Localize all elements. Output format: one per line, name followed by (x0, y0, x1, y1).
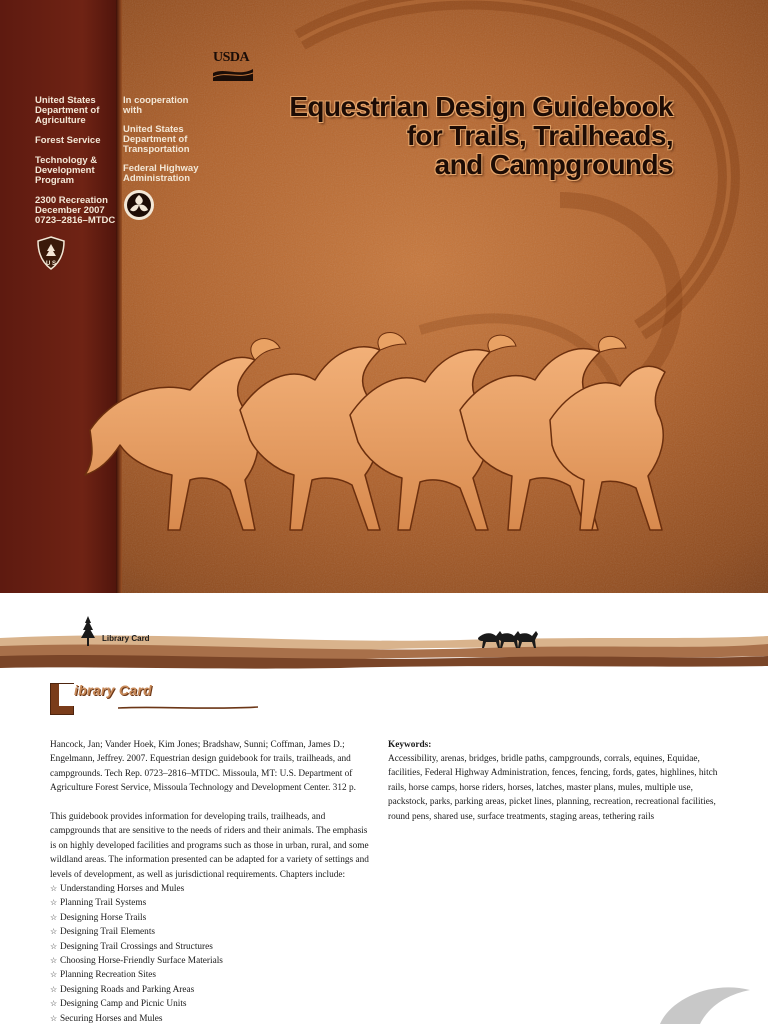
star-icon: ☆ (50, 970, 58, 980)
list-item (50, 968, 372, 982)
star-icon: ☆ (50, 898, 58, 908)
cover-title (289, 92, 673, 179)
agency-line: United States (35, 95, 96, 106)
forest-service-shield-icon (36, 236, 66, 270)
agency-line: Program (35, 175, 75, 186)
agency-line: Department of (35, 105, 100, 116)
coop-line: Department of (123, 134, 188, 145)
chapter-title: Securing Horses and Mules (60, 1013, 163, 1024)
chapter-title: Planning Trail Systems (60, 898, 147, 909)
chapter-title: Designing Trail Elements (60, 927, 156, 938)
library-card-logo-letter (50, 683, 74, 715)
star-icon: ☆ (50, 999, 58, 1009)
library-card-header (0, 610, 768, 670)
corner-swoosh-decoration (650, 980, 768, 1024)
chapter-title: Understanding Horses and Mules (60, 884, 185, 894)
tree-icon (80, 616, 96, 648)
coop-line: Administration (123, 173, 191, 184)
cooperation-info (123, 96, 223, 184)
agency-info (35, 96, 117, 226)
abstract-text: This guidebook provides information for developing trails, trailheads, and campgrounds that are sensitive to the needs of riders and their animals. The emphasis is on highly developed facilities and programs such as those in urban, rural, and some wildland areas. The information presented can be adapted for a variety of settings and levels of development, as well as jurisdictional requirements. Chapters include: (50, 812, 369, 880)
coop-line: Federal Highway (123, 163, 199, 174)
agency-line: 2300 Recreation (35, 195, 108, 206)
star-icon: ☆ (50, 912, 58, 922)
list-item (50, 954, 372, 968)
star-icon: ☆ (50, 984, 58, 994)
list-item (50, 882, 372, 896)
dot-triskelion-icon (122, 188, 156, 222)
agency-line: Agriculture (35, 115, 86, 126)
agency-line: 0723–2816–MTDC (35, 215, 116, 226)
chapter-title: Designing Camp and Picnic Units (60, 999, 187, 1010)
star-icon: ☆ (50, 1013, 58, 1023)
coop-line: Transportation (123, 144, 190, 155)
citation-text: Hancock, Jan; Vander Hoek, Kim Jones; Bradshaw, Sunni; Coffman, James D.; Engelmann, Jeffrey. 2007. Equestrian design guidebook for trails, trailheads, and campgrounds. Tech Rep. 0723–2816–MTDC. Missoula, MT: U.S. Department of Agriculture Forest Service, Missoula Technology and Development Center. 312 p. (50, 740, 356, 794)
usda-logo-icon (213, 51, 253, 81)
keywords-heading: Keywords: (388, 740, 432, 750)
title-line: for Trails, Trailheads, (406, 120, 673, 151)
title-line: Equestrian Design Guidebook (289, 91, 673, 122)
coop-line: In cooperation (123, 95, 189, 106)
coop-line: with (123, 105, 142, 116)
mini-horses-icon (476, 628, 540, 650)
star-icon: ☆ (50, 927, 58, 937)
agency-line: Development (35, 165, 95, 176)
coop-line: United States (123, 124, 184, 135)
title-line: and Campgrounds (434, 149, 673, 180)
chapter-title: Designing Trail Crossings and Structures (60, 941, 213, 952)
chapter-title: Choosing Horse-Friendly Surface Materials (60, 956, 223, 967)
list-item (50, 940, 372, 954)
svg-text:U S: U S (45, 261, 57, 267)
list-item (50, 983, 372, 997)
running-horses-illustration (80, 330, 670, 540)
chapter-title: Designing Horse Trails (60, 912, 147, 923)
agency-line: Forest Service (35, 135, 101, 146)
agency-line: Technology & (35, 155, 98, 166)
chapter-title: Designing Roads and Parking Areas (60, 984, 195, 995)
star-icon: ☆ (50, 941, 58, 951)
library-card-header-label: Library Card (102, 634, 150, 643)
list-item (50, 1012, 372, 1024)
list-item (50, 925, 372, 939)
chapter-title: Planning Recreation Sites (60, 970, 157, 981)
chapter-list (50, 882, 372, 1024)
keywords-text: Accessibility, arenas, bridges, bridle paths, campgrounds, corrals, equines, Equidae, facilities, Federal Highway Administration, fences, fencing, fords, gates, highlines, hitch rails, horse camps, horse riders, horses, latches, master plans, mules, multiple use, packstock, parks, parking areas, picket lines, planning, recreation, recreational facilities, round pens, shared use, surface treatments, staging areas, tethering rails (388, 754, 718, 822)
list-item (50, 997, 372, 1011)
list-item (50, 911, 372, 925)
star-icon: ☆ (50, 956, 58, 966)
star-icon: ☆ (50, 884, 58, 893)
library-card-logo-underline (118, 704, 258, 712)
agency-line: December 2007 (35, 205, 105, 216)
library-card-logo-word: ibrary Card (74, 682, 152, 698)
usda-logo: USDA (213, 50, 250, 65)
list-item (50, 896, 372, 910)
